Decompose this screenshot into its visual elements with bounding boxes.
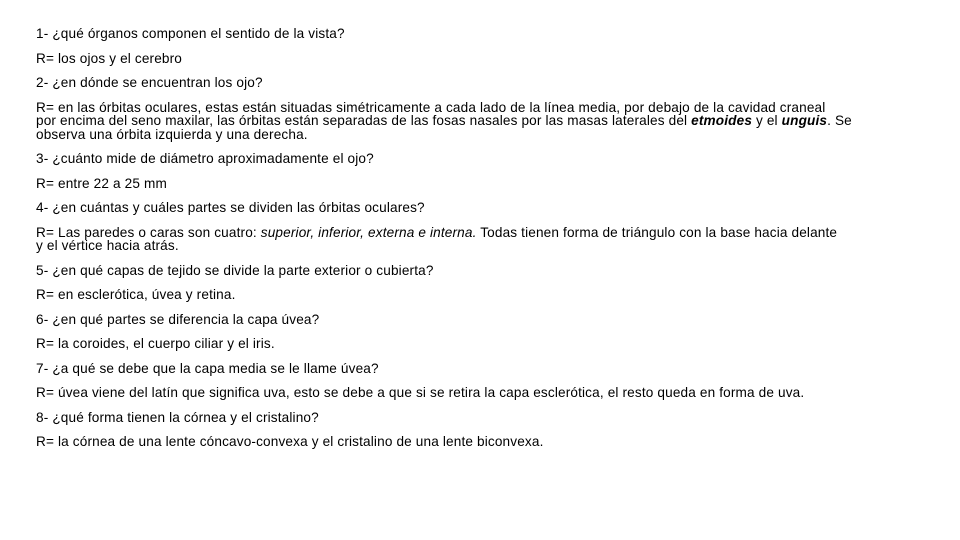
wall-names: superior, inferior, externa e interna. (260, 224, 477, 240)
answer-3: R= entre 22 a 25 mm (36, 175, 167, 191)
answer-4-line-1-end: Todas tienen forma de triángulo con la base hacia delante (476, 224, 838, 240)
answer-5: R= en esclerótica, úvea y retina. (36, 287, 236, 302)
answer-8: R= la córnea de una lente cóncavo-convexa y el cristalino de una lente biconvexa. (36, 434, 544, 449)
question-6: 6- ¿en qué partes se diferencia la capa úvea? (36, 311, 320, 327)
question-8: 8- ¿qué forma tienen la córnea y el cristalino? (36, 409, 319, 425)
answer-2-line-2-text: por encima del seno maxilar, las órbitas están separadas de las fosas nasales por las masas laterales del (36, 113, 692, 128)
question-2: 2- ¿en dónde se encuentran los ojo? (36, 75, 263, 90)
answer-4 (36, 221, 932, 259)
answer-1: R= los ojos y el cerebro (36, 50, 183, 66)
answer-2-line-2-mid: y el (752, 113, 782, 128)
answer-4-line-2: y el vértice hacia atrás. (36, 238, 179, 253)
question-5: 5- ¿en qué capas de tejido se divide la parte exterior o cubierta? (36, 262, 434, 278)
question-1: 1- ¿qué órganos componen el sentido de la vista? (36, 26, 345, 41)
answer-2-line-3: observa una órbita izquierda y una derecha. (36, 126, 308, 142)
term-etmoides: etmoides (691, 113, 753, 128)
answer-2-line-2-end: . Se (827, 113, 852, 128)
document-body (36, 22, 932, 455)
answer-4-line-1 (36, 226, 932, 240)
answer-2-line-2 (36, 114, 932, 128)
question-3: 3- ¿cuánto mide de diámetro aproximadamente el ojo? (36, 151, 374, 166)
answer-2 (36, 96, 932, 148)
question-4: 4- ¿en cuántas y cuáles partes se dividen las órbitas oculares? (36, 200, 425, 215)
answer-6: R= la coroides, el cuerpo ciliar y el iris. (36, 336, 275, 351)
answer-7: R= úvea viene del latín que significa uva, esto se debe a que si se retira la capa esclerótica, el resto queda en forma de uva. (36, 385, 805, 400)
answer-4-line-1-text: R= Las paredes o caras son cuatro: (36, 224, 261, 240)
term-unguis: unguis (781, 113, 828, 128)
question-7: 7- ¿a qué se debe que la capa media se le llame úvea? (36, 360, 379, 376)
answer-2-line-1: R= en las órbitas oculares, estas están situadas simétricamente a cada lado de la línea media, por debajo de la cavidad craneal (36, 99, 826, 115)
